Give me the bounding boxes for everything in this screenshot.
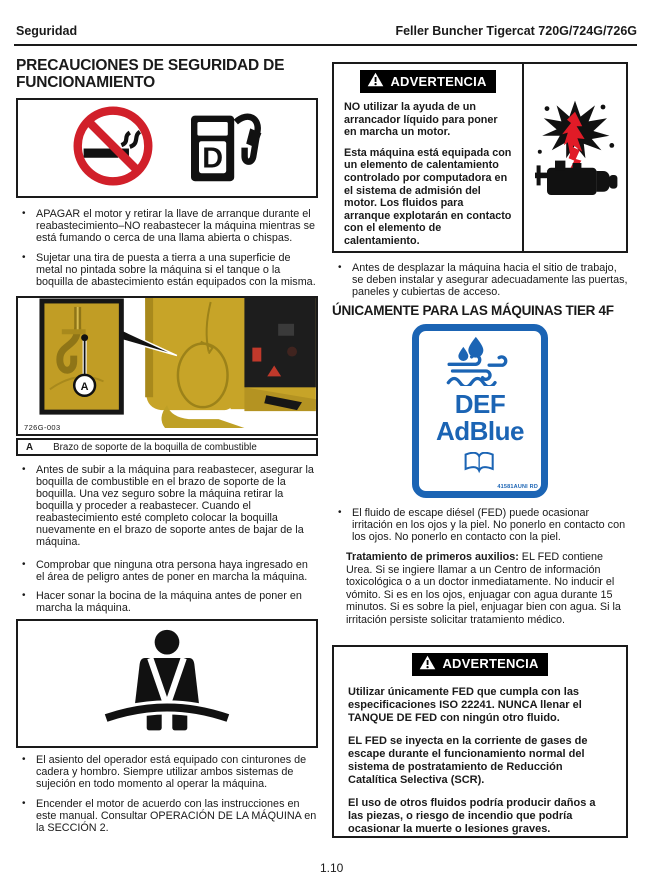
list-item: • El asiento del operador está equipado con cinturones de cadera y hombro. Siempre utilizar ambos sistemas de sujeción en todo momento al operar la máquina. (16, 754, 318, 790)
caption-letter: A (26, 442, 34, 453)
bullet-marker: • (22, 559, 26, 570)
list-item: • Encender el motor de acuerdo con las instrucciones en este manual. Consultar OPERACIÓN DE LA MÁQUINA en la SECCIÓN 2. (16, 798, 318, 834)
figure-inset (42, 301, 121, 412)
bullet-marker: • (338, 507, 342, 518)
first-aid-text: EL FED contiene Urea. Si se ingiere llamar a un Centro de información toxicológica o a un doctor inmediatamente. No inducir el vómito. Si es en los ojos, enjuagar con agua durante 15 minutos. Si es sobre la piel, enjuagar bien con agua. Si la irritación persiste solicitar tratamiento médico. (346, 551, 621, 626)
bullet-marker: • (22, 208, 26, 219)
tier4f-heading: ÚNICAMENTE PARA LAS MÁQUINAS TIER 4F (332, 303, 614, 318)
warning-paragraph: Esta máquina está equipada con un elemento de calentamiento controlado por computadora en el sistema de admisión del motor. Los fluidos para arranque explotarán en contacto con el elemento de calentamiento. (344, 146, 512, 247)
list-item: • El fluido de escape diésel (FED) puede ocasionar irritación en los ojos y la piel. No ponerlo en contacto con los ojos. No ponerlo en contacto con la piel. (332, 507, 628, 543)
header-section-title: Seguridad (16, 24, 78, 38)
seatbelt-pictogram-box (16, 619, 318, 748)
header-machine-title: Feller Buncher Tigercat 720G/724G/726G (395, 24, 637, 38)
def-adblue-wrap (332, 324, 628, 498)
machine-photo (18, 298, 316, 430)
bullet-marker: • (22, 252, 26, 263)
adblue-text: AdBlue (436, 416, 524, 446)
warning-triangle-icon (367, 72, 384, 90)
warning-box-starting-fluid (332, 62, 628, 253)
warning-box-def-fluid (332, 645, 628, 838)
svg-text:D: D (202, 142, 223, 175)
list-item: • Antes de subir a la máquina para reabastecer, asegurar la boquilla de combustible en el brazo de soporte de la boquilla. Una vez seguro sobre la máquina retirar la boquilla y proceder a reabastecer. Cuando el reabastecimiento esté completo colocar la boquilla nuevamente en el brazo de soporte antes de bajar de la máquina. (16, 464, 318, 548)
list-item: • Comprobar que ninguna otra persona haya ingresado en el área de peligro antes de poner en marcha la máquina. (16, 559, 318, 583)
fuel-nozzle-support-figure (16, 296, 318, 436)
warning-paragraph: Utilizar únicamente FED que cumpla con las especificaciones ISO 22241. NUNCA llenar el TANQUE DE FED con ningún otro fluido. (348, 685, 582, 724)
list-item: • Sujetar una tira de puesta a tierra a una superficie de metal no pintada sobre la máquina si el tanque o la boquilla de abastecimiento están equipados con la misma. (16, 252, 318, 288)
bullet-list-middle (16, 464, 318, 614)
caption-text: Brazo de soporte de la boquilla de combustible (53, 442, 257, 453)
bullet-list-bottom (16, 754, 318, 834)
figure-code: 726G-003 (24, 423, 61, 432)
warning-text-area (334, 64, 522, 251)
figure-caption (16, 438, 318, 456)
first-aid-paragraph (346, 551, 628, 627)
def-fluid-spray-icon (442, 336, 518, 391)
warning-triangle-icon (419, 655, 436, 673)
warning-title: ADVERTENCIA (390, 73, 487, 89)
def-part-code: 41581AUNI RD (497, 484, 538, 490)
bullet-marker: • (22, 754, 26, 765)
diesel-fuel-pump-icon (183, 104, 263, 193)
open-book-icon (463, 452, 497, 479)
list-item: • APAGAR el motor y retirar la llave de arranque durante el reabastecimiento–NO reabastecer la máquina mientras se está fumando o cerca de una llama abierta o chispas. (16, 208, 318, 244)
bullet-marker: • (22, 464, 26, 475)
page-number: 1.10 (320, 861, 344, 875)
list-item: • Hacer sonar la bocina de la máquina antes de poner en marcha la máquina. (16, 590, 318, 614)
engine-explosion-icon (531, 96, 619, 219)
def-text: DEF (454, 389, 506, 419)
bullet-marker: • (22, 798, 26, 809)
bullet-marker: • (338, 262, 342, 273)
right-column (332, 62, 628, 838)
seatbelt-icon (92, 628, 242, 739)
warning-title: ADVERTENCIA (442, 656, 539, 672)
bullet-list-top (16, 208, 318, 288)
warning-paragraph: EL FED se inyecta en la corriente de gases de escape durante el funcionamiento normal del sistema de postratamiento de Reducción Catalítica Selectiva (SCR). (348, 734, 588, 786)
refuel-safety-pictogram-box (16, 98, 318, 198)
list-item: • Antes de desplazar la máquina hacia el sitio de trabajo, se deben instalar y asegurar adecuadamente las puertas, paneles y cubiertas de acceso. (332, 262, 628, 298)
warning-paragraph: NO utilizar la ayuda de un arrancador líquido para poner en marcha un motor. (344, 101, 498, 139)
no-smoking-icon (71, 104, 155, 193)
def-adblue-label (412, 324, 548, 498)
warning-paragraphs (344, 101, 512, 248)
warning-band (412, 653, 547, 676)
warning-band (360, 70, 495, 93)
warning-pictogram-cell (522, 64, 626, 251)
header-rule (14, 44, 637, 46)
page-title: PRECAUCIONES DE SEGURIDAD DE FUNCIONAMIENTO (16, 57, 285, 91)
warning-paragraph: El uso de otros fluidos podría producir daños a las piezas, o riesgo de incendio que podría ocasionar la muerte o lesiones graves. (348, 796, 596, 835)
callout-letter: A (80, 380, 89, 393)
left-column (16, 57, 318, 842)
first-aid-label: Tratamiento de primeros auxilios: (346, 551, 519, 563)
bullet-marker: • (22, 590, 26, 601)
